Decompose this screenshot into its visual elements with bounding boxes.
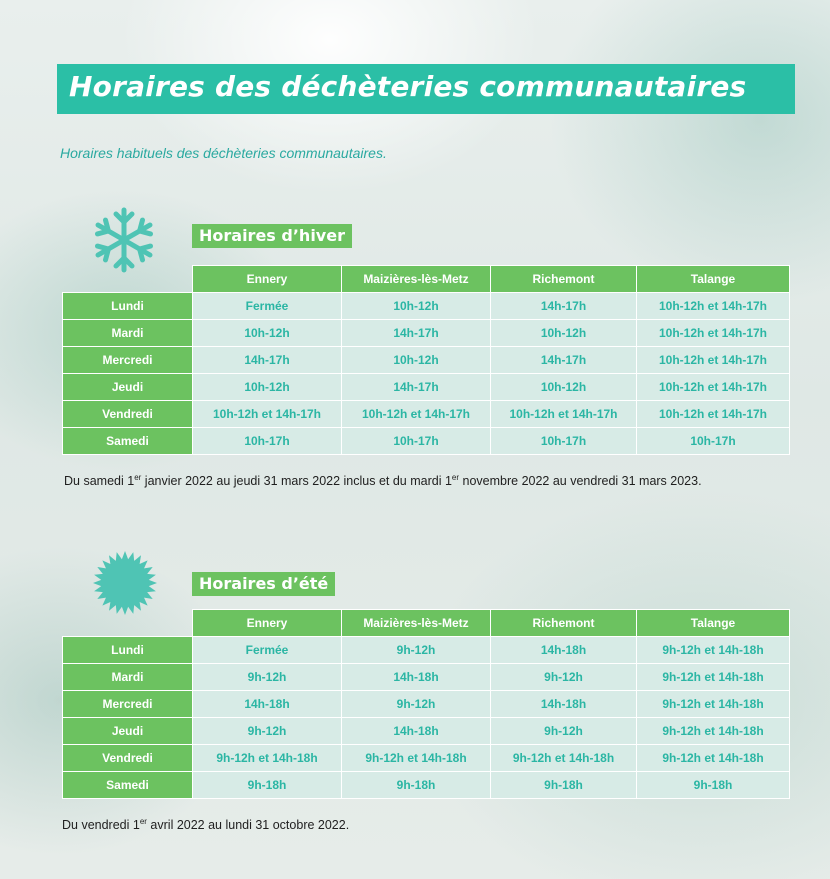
table-cell: 14h-17h xyxy=(193,347,342,374)
table-cell: Fermée xyxy=(193,637,342,664)
table-cell: 14h-17h xyxy=(491,293,637,320)
page-title: Horaires des déchèteries communautaires xyxy=(69,70,747,103)
row-header-day: Mardi xyxy=(63,320,193,347)
table-row xyxy=(63,293,790,320)
column-header-talange: Talange xyxy=(637,266,790,293)
table-cell: 9h-18h xyxy=(637,772,790,799)
table-cell: 9h-18h xyxy=(491,772,637,799)
note-text: avril 2022 au lundi 31 octobre 2022. xyxy=(146,818,350,833)
table-row xyxy=(63,664,790,691)
winter-section-label: Horaires d’hiver xyxy=(192,224,352,248)
table-row xyxy=(63,691,790,718)
sun-icon xyxy=(92,550,158,616)
row-header-day: Jeudi xyxy=(63,374,193,401)
table-cell: 9h-12h et 14h-18h xyxy=(637,664,790,691)
row-header-day: Mardi xyxy=(63,664,193,691)
table-cell: 14h-17h xyxy=(342,320,491,347)
table-row xyxy=(63,772,790,799)
snowflake-icon xyxy=(92,206,156,274)
summer-period-note xyxy=(62,817,349,832)
table-cell: 9h-12h et 14h-18h xyxy=(193,745,342,772)
table-row xyxy=(63,428,790,455)
table-corner xyxy=(63,610,193,637)
table-cell: 9h-12h xyxy=(491,664,637,691)
page-subtitle: Horaires habituels des déchèteries communautaires. xyxy=(60,145,387,161)
table-cell: Fermée xyxy=(193,293,342,320)
table-cell: 9h-12h et 14h-18h xyxy=(637,745,790,772)
column-header-ennery: Ennery xyxy=(193,266,342,293)
note-superscript: er xyxy=(451,473,460,482)
table-cell: 9h-12h xyxy=(342,691,491,718)
row-header-day: Vendredi xyxy=(63,745,193,772)
table-cell: 14h-18h xyxy=(193,691,342,718)
table-header-row xyxy=(63,610,790,637)
table-cell: 10h-12h et 14h-17h xyxy=(637,401,790,428)
table-cell: 10h-12h xyxy=(342,293,491,320)
table-cell: 10h-12h xyxy=(193,374,342,401)
table-cell: 9h-12h xyxy=(193,718,342,745)
table-cell: 9h-12h et 14h-18h xyxy=(637,637,790,664)
table-row xyxy=(63,745,790,772)
table-cell: 10h-12h xyxy=(193,320,342,347)
table-cell: 9h-18h xyxy=(193,772,342,799)
table-cell: 10h-12h xyxy=(342,347,491,374)
column-header-richemont: Richemont xyxy=(491,266,637,293)
table-cell: 10h-12h et 14h-17h xyxy=(637,320,790,347)
table-row xyxy=(63,718,790,745)
table-cell: 9h-12h xyxy=(342,637,491,664)
table-cell: 9h-12h et 14h-18h xyxy=(342,745,491,772)
row-header-day: Mercredi xyxy=(63,691,193,718)
table-cell: 14h-17h xyxy=(491,347,637,374)
row-header-day: Samedi xyxy=(63,772,193,799)
table-cell: 9h-12h et 14h-18h xyxy=(637,718,790,745)
table-row xyxy=(63,347,790,374)
column-header-talange: Talange xyxy=(637,610,790,637)
table-cell: 14h-18h xyxy=(342,664,491,691)
table-cell: 10h-12h xyxy=(491,320,637,347)
note-text: Du samedi 1 xyxy=(64,474,135,489)
table-cell: 9h-12h et 14h-18h xyxy=(637,691,790,718)
row-header-day: Vendredi xyxy=(63,401,193,428)
table-cell: 9h-18h xyxy=(342,772,491,799)
row-header-day: Samedi xyxy=(63,428,193,455)
table-cell: 10h-12h et 14h-17h xyxy=(342,401,491,428)
row-header-day: Jeudi xyxy=(63,718,193,745)
table-cell: 10h-12h et 14h-17h xyxy=(193,401,342,428)
table-cell: 10h-12h xyxy=(491,374,637,401)
table-cell: 14h-18h xyxy=(342,718,491,745)
note-superscript: er xyxy=(134,473,142,482)
table-cell: 10h-17h xyxy=(193,428,342,455)
table-cell: 9h-12h xyxy=(491,718,637,745)
summer-schedule-table xyxy=(62,609,790,799)
table-row xyxy=(63,320,790,347)
table-cell: 10h-17h xyxy=(342,428,491,455)
table-row xyxy=(63,374,790,401)
table-row xyxy=(63,637,790,664)
row-header-day: Lundi xyxy=(63,293,193,320)
table-header-row xyxy=(63,266,790,293)
table-cell: 14h-18h xyxy=(491,691,637,718)
note-text: Du vendredi 1 xyxy=(62,818,140,833)
table-cell: 10h-12h et 14h-17h xyxy=(637,347,790,374)
note-text: janvier 2022 au jeudi 31 mars 2022 inclus et du mardi 1 xyxy=(141,474,452,489)
column-header-maizieres: Maizières-lès-Metz xyxy=(342,266,491,293)
table-cell: 10h-17h xyxy=(637,428,790,455)
row-header-day: Lundi xyxy=(63,637,193,664)
note-superscript: er xyxy=(139,817,147,826)
winter-period-note xyxy=(64,473,702,488)
table-corner xyxy=(63,266,193,293)
column-header-richemont: Richemont xyxy=(491,610,637,637)
table-cell: 10h-12h et 14h-17h xyxy=(637,374,790,401)
winter-schedule-table xyxy=(62,265,790,455)
table-cell: 14h-18h xyxy=(491,637,637,664)
table-cell: 10h-17h xyxy=(491,428,637,455)
column-header-ennery: Ennery xyxy=(193,610,342,637)
table-cell: 10h-12h et 14h-17h xyxy=(491,401,637,428)
note-text: novembre 2022 au vendredi 31 mars 2023. xyxy=(459,474,702,489)
table-row xyxy=(63,401,790,428)
table-cell: 14h-17h xyxy=(342,374,491,401)
column-header-maizieres: Maizières-lès-Metz xyxy=(342,610,491,637)
summer-section-label: Horaires d’été xyxy=(192,572,335,596)
table-cell: 9h-12h et 14h-18h xyxy=(491,745,637,772)
table-cell: 10h-12h et 14h-17h xyxy=(637,293,790,320)
row-header-day: Mercredi xyxy=(63,347,193,374)
table-cell: 9h-12h xyxy=(193,664,342,691)
title-banner xyxy=(57,64,795,114)
